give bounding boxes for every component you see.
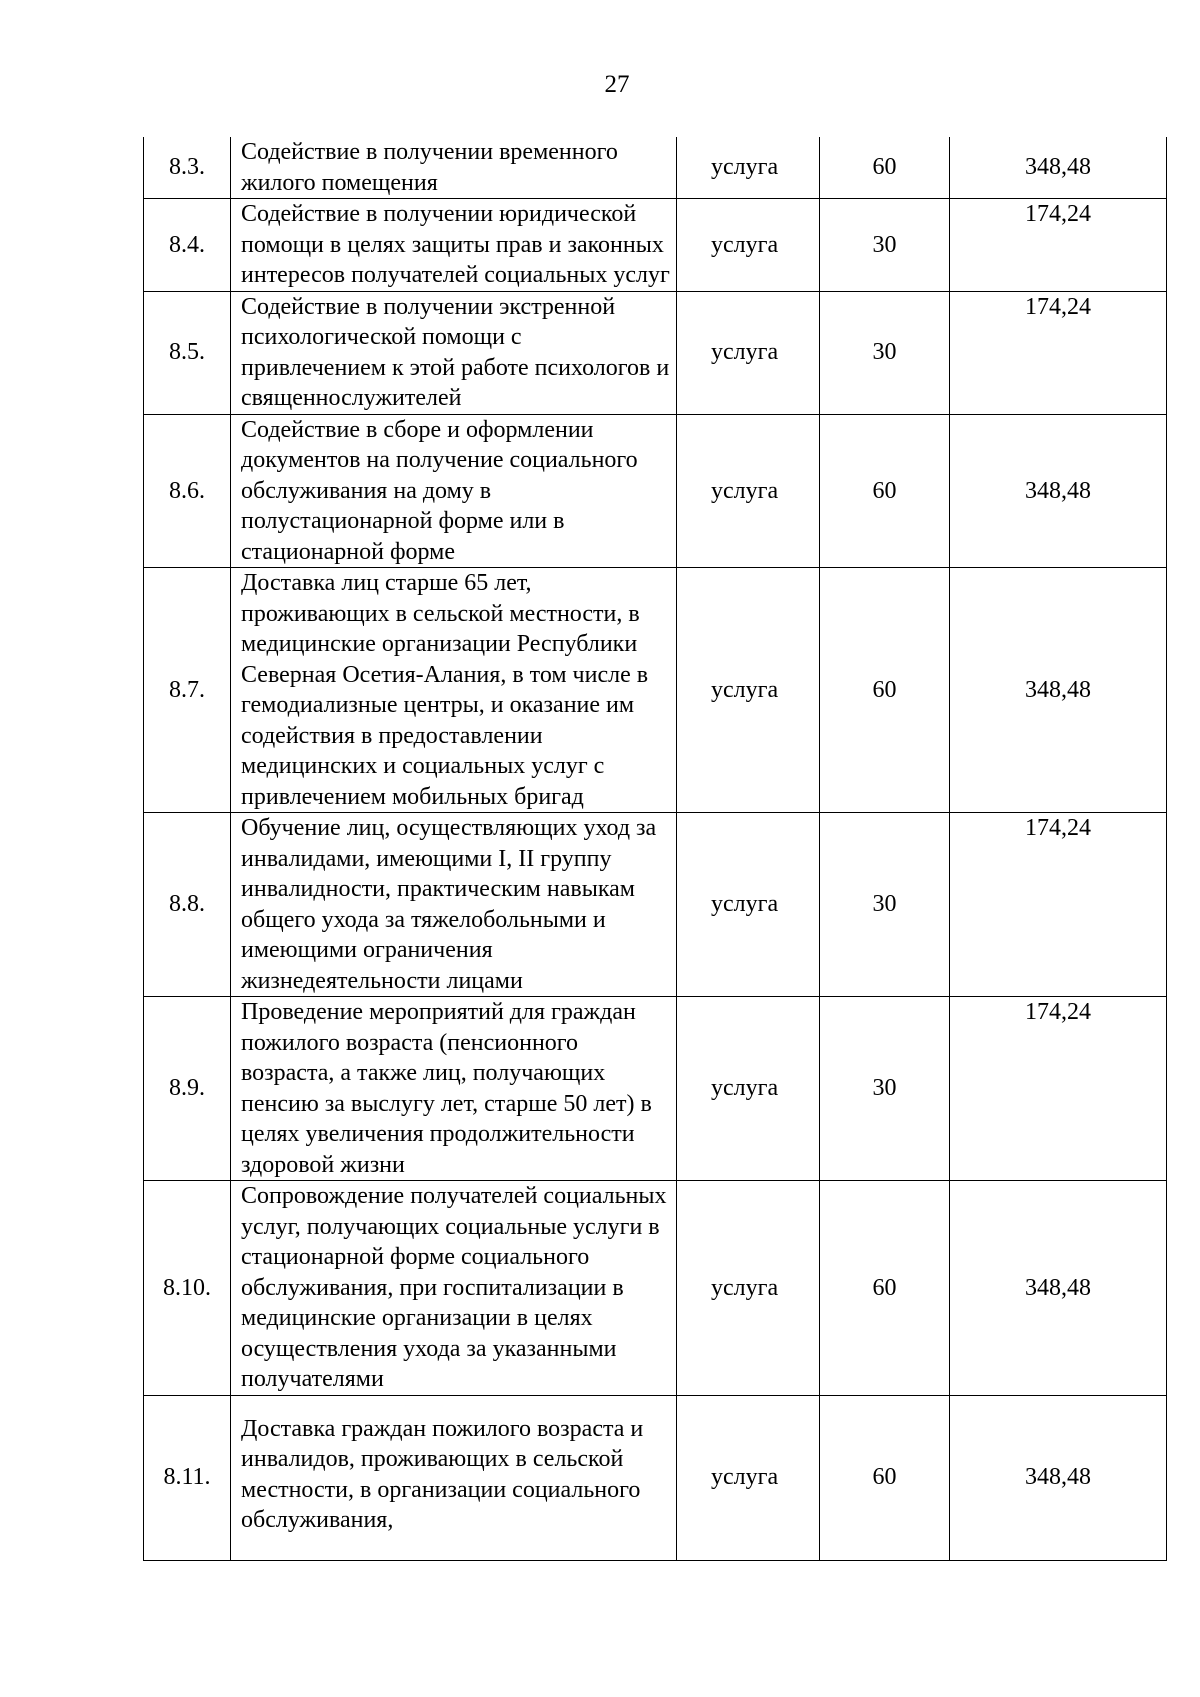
service-price: 348,48 [950, 137, 1167, 199]
service-time: 30 [820, 997, 950, 1181]
row-number: 8.7. [144, 568, 231, 813]
row-number: 8.5. [144, 291, 231, 414]
row-number: 8.4. [144, 199, 231, 292]
service-name: Доставка граждан пожилого возраста и инвалидов, проживающих в сельской местности, в организации социального обслуживания, [231, 1395, 677, 1560]
service-unit: услуга [677, 199, 820, 292]
service-unit: услуга [677, 291, 820, 414]
row-number: 8.3. [144, 137, 231, 199]
service-name: Содействие в получении юридической помощи в целях защиты прав и законных интересов получателей социальных услуг [231, 199, 677, 292]
table-row [144, 291, 1167, 414]
service-name: Доставка лиц старше 65 лет, проживающих в сельской местности, в медицинские организации Республики Северная Осетия-Алания, в том числе в гемодиализные центры, и оказание им содействия в предоставлении медицинских и социальных услуг с привлечением мобильных бригад [231, 568, 677, 813]
service-name: Сопровождение получателей социальных услуг, получающих социальные услуги в стационарной форме социального обслуживания, при госпитализации в медицинские организации в целях осуществления ухода за указанными получателями [231, 1181, 677, 1396]
service-name: Обучение лиц, осуществляющих уход за инвалидами, имеющими I, II группу инвалидности, практическим навыкам общего ухода за тяжелобольными и имеющими ограничения жизнедеятельности лицами [231, 813, 677, 997]
page-number: 27 [604, 71, 630, 98]
service-unit: услуга [677, 813, 820, 997]
service-name: Содействие в сборе и оформлении документов на получение социального обслуживания на дому в полустационарной форме или в стационарной форме [231, 414, 677, 568]
service-time: 60 [820, 1395, 950, 1560]
service-name: Содействие в получении экстренной психологической помощи с привлечением к этой работе психологов и священнослужителей [231, 291, 677, 414]
service-time: 60 [820, 414, 950, 568]
table-row [144, 199, 1167, 292]
row-number: 8.9. [144, 997, 231, 1181]
service-price: 348,48 [950, 1395, 1167, 1560]
service-unit: услуга [677, 1181, 820, 1396]
service-unit: услуга [677, 1395, 820, 1560]
row-number: 8.6. [144, 414, 231, 568]
service-time: 60 [820, 137, 950, 199]
service-unit: услуга [677, 414, 820, 568]
service-name: Содействие в получении временного жилого помещения [231, 137, 677, 199]
service-price: 174,24 [950, 291, 1167, 414]
table-row [144, 1395, 1167, 1560]
service-price: 348,48 [950, 1181, 1167, 1396]
row-number: 8.8. [144, 813, 231, 997]
service-unit: услуга [677, 568, 820, 813]
service-name: Проведение мероприятий для граждан пожилого возраста (пенсионного возраста, а также лиц, получающих пенсию за выслугу лет, старше 50 лет) в целях увеличения продолжительности здоровой жизни [231, 997, 677, 1181]
table-row [144, 813, 1167, 997]
service-price: 348,48 [950, 414, 1167, 568]
service-price: 174,24 [950, 813, 1167, 997]
table-row [144, 997, 1167, 1181]
service-time: 30 [820, 813, 950, 997]
service-price: 348,48 [950, 568, 1167, 813]
table-row [144, 137, 1167, 199]
service-time: 30 [820, 199, 950, 292]
row-number: 8.11. [144, 1395, 231, 1560]
row-number: 8.10. [144, 1181, 231, 1396]
table-row [144, 1181, 1167, 1396]
service-unit: услуга [677, 997, 820, 1181]
service-time: 30 [820, 291, 950, 414]
service-unit: услуга [677, 137, 820, 199]
table-row [144, 568, 1167, 813]
service-price: 174,24 [950, 997, 1167, 1181]
service-price: 174,24 [950, 199, 1167, 292]
service-time: 60 [820, 568, 950, 813]
service-time: 60 [820, 1181, 950, 1396]
services-table [143, 137, 1167, 1561]
table-row [144, 414, 1167, 568]
